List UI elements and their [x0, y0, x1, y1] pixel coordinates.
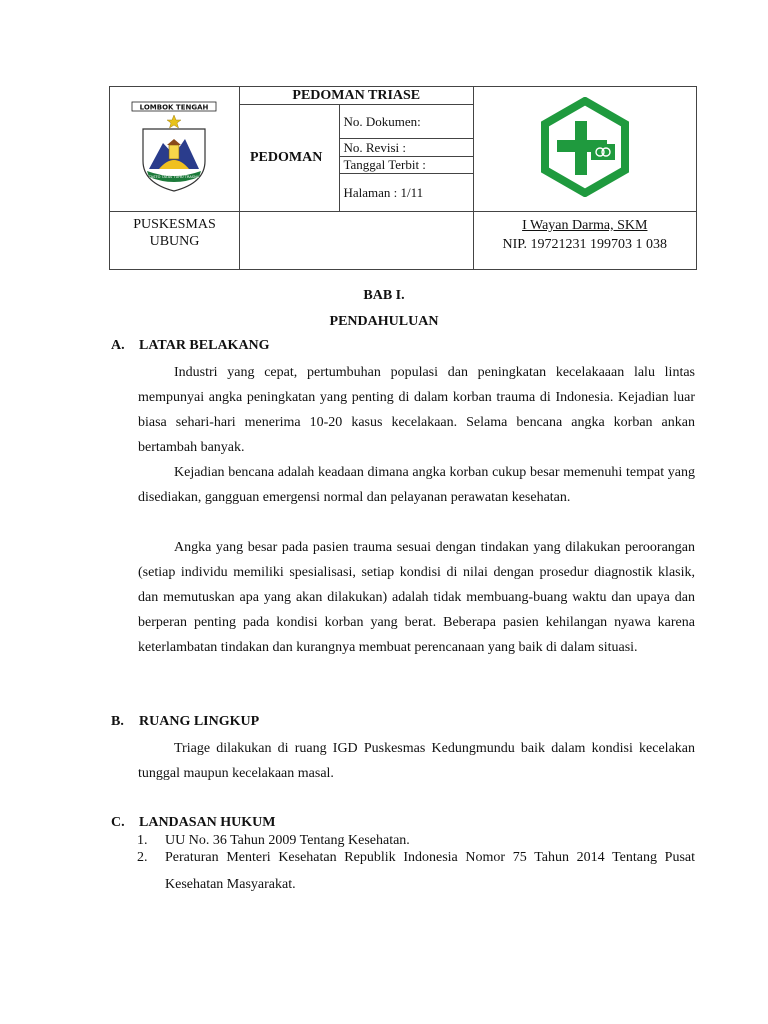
issue-date-field: Tanggal Terbit :: [339, 157, 473, 174]
document-header-table: [109, 86, 697, 270]
emblem-caption: LOMBOK TENGAH: [140, 103, 209, 111]
page-field: Halaman : 1/11: [339, 174, 473, 212]
signer-name: I Wayan Darma, SKM: [522, 218, 648, 233]
lombok-tengah-emblem-icon: [129, 99, 219, 195]
institution-name: [110, 212, 240, 270]
section-a-paragraph-1: Industri yang cepat, pertumbuhan populasi dan peningkatan kecelakaaan lalu lintas mempunyai angka peningkatan yang penting di dalam korban trauma di Indonesia. Kejadian luar biasa sehari-hari menerima 10-20 kasus kecelakaan. Selama bencana angka korban ankan bertambah banyak.: [138, 365, 695, 455]
section-a-heading: [111, 338, 270, 354]
institution-line-1: PUSKESMAS: [133, 217, 216, 232]
section-b-paragraph-1: Triage dilakukan di ruang IGD Puskesmas Kedungmundu baik dalam kondisi kecelakan tunggal maupun kecelakaan masal.: [138, 741, 695, 781]
chapter-number: BAB I.: [363, 288, 405, 303]
section-a-title: LATAR BELAKANG: [139, 338, 270, 353]
section-c-title: LANDASAN HUKUM: [139, 815, 276, 830]
emblem-ribbon: TASTO TATAS TUHU TRASNA: [149, 174, 200, 179]
section-b-letter: B.: [111, 714, 124, 729]
list-item-number: 1.: [137, 833, 148, 848]
section-a-paragraph-2: Kejadian bencana adalah keadaan dimana angka korban cukup besar memenuhi tempat yang disediakan, gangguan emergensi normal dan pelayanan perawatan kesehatan.: [138, 465, 695, 505]
signer-nip: NIP. 19721231 199703 1 038: [502, 237, 668, 252]
chapter-title: PENDAHULUAN: [329, 314, 439, 329]
empty-cell: [239, 212, 473, 270]
list-item-number: 2.: [137, 850, 148, 865]
revision-field: No. Revisi :: [339, 139, 473, 157]
document-title: PEDOMAN TRIASE: [239, 87, 473, 105]
section-a-letter: A.: [111, 338, 125, 353]
document-category: PEDOMAN: [239, 105, 339, 212]
section-b-heading: [111, 714, 259, 730]
section-a-paragraph-3: Angka yang besar pada pasien trauma sesuai dengan tindakan yang dilakukan peroorangan (setiap individu memiliki spesialisasi, setiap kondisi di nilai dengan prosedur diagnostik klasik, dan memutuskan apa yang akan dilakukan) adalah tidak membuang-buang waktu dan upaya dan berperan penting pada kondisi korban yang berat. Beberapa pasien kehilangan nyawa karena keterlambatan tindakan dan kurangnya membuat perencanaan yang baik di dalam situasi.: [138, 540, 695, 655]
section-c-heading: [111, 815, 276, 831]
list-item-text: UU No. 36 Tahun 2009 Tentang Kesehatan.: [165, 833, 410, 848]
regency-logo-cell: [110, 87, 240, 212]
list-item: [137, 844, 695, 898]
section-b-title: RUANG LINGKUP: [139, 714, 260, 729]
institution-line-2: UBUNG: [149, 234, 200, 249]
kemenkes-logo-cell: [473, 87, 696, 212]
section-c-letter: C.: [111, 815, 125, 830]
kemenkes-logo-icon: [535, 97, 635, 197]
legal-basis-list: [138, 833, 695, 898]
signer-block: [473, 212, 696, 270]
list-item-text: Peraturan Menteri Kesehatan Republik Indonesia Nomor 75 Tahun 2014 Tentang Pusat Kesehatan Masyarakat.: [165, 850, 695, 892]
doc-number-field: No. Dokumen:: [339, 105, 473, 139]
